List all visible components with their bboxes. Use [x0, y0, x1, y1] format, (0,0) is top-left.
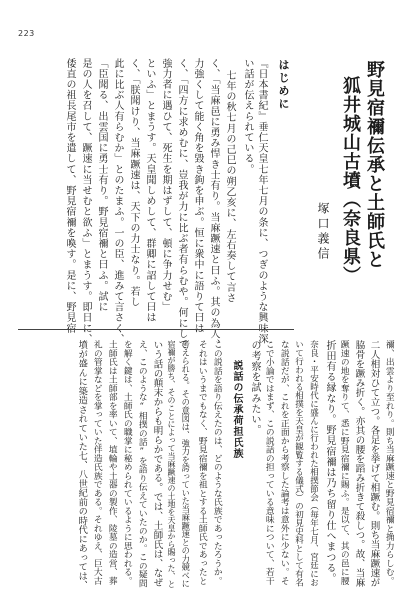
body-line: え、このような“相撲の話”を語り伝えていたのか。この疑問	[136, 340, 147, 588]
body-line: 『日本書紀』垂仁天皇七年七月の条に、つぎのような興味深	[256, 58, 267, 345]
body-line: といふ」とまうす。天皇聞しめして、群卿に詔して曰は	[144, 58, 155, 323]
body-line: く、「当麻邑に勇み悍き士有り。当麻蹶速と曰ふ。其の為人、	[208, 58, 219, 350]
body-line: く、「朕聞けり、当麻蹶速は、天下の力士なり。若し	[128, 58, 139, 308]
body-line: 折田有る縁なり。野見宿禰は乃ち留り仕へまつる。	[324, 340, 335, 584]
section-divider	[18, 329, 294, 330]
body-line: い話が伝えられている。	[242, 58, 253, 175]
body-line: 蹶速の地を奪りて、悉に野見宿禰に賜ふ。是以て、其の邑に腰	[338, 340, 349, 585]
body-line: 墳が盛んに築造されていた七、八世紀前の時代にあっては、	[76, 340, 88, 590]
body-line: な説話だが、これを正面から考察した論考は意外に少ない。そ	[278, 340, 289, 585]
body-line: を解く鍵は、土師氏の職掌に秘められているように思われる。	[121, 340, 132, 585]
body-line: 奈良・平安時代に盛んに行われた相撲節会（毎年七月、宮廷にお	[308, 340, 319, 587]
body-line: 強力者に遇ひて、死生を期はずして、頓に争力せむ」	[160, 58, 171, 313]
body-line: 倭直の祖長尾市を遣して、野見宿禰を喚す。是に、野見宿	[64, 58, 75, 334]
author-name: 塚口義信	[316, 202, 330, 262]
body-line: いて行われる相撲を天皇が観覧する儀式）の初見史料として有名	[293, 340, 304, 587]
body-line: 是の人を召して、蹶速に当せむと欲ふ」とまうす。即日に、	[80, 58, 91, 345]
section-heading-introduction: はじめに	[277, 59, 290, 111]
body-line: 土師氏は土師部を率いて、埴輪や土器の製作、陵墓の造営、葬	[106, 340, 117, 585]
body-line: 礼の管掌などを掌っていた伴造氏族である。それゆえ、巨大古	[91, 340, 102, 585]
body-line: 七年の秋七月の己巳の朔乙亥に、左右奏して言さ	[224, 70, 235, 304]
section-heading-tradition-clan: 説話の伝承荷担氏族	[231, 360, 242, 459]
body-line: 考えられる。その意図は、強力を誇っていた当麻蹶速との力競べに	[181, 340, 192, 588]
body-line: 二人相対ひて立つ。各足を挙げて相蹶む。則ち当麻蹶速が	[368, 340, 380, 587]
body-line: 力強くして能く角を毀き鉤を申ぶ。恒に衆中に語りて曰は	[192, 58, 203, 334]
body-line: いう話の顛末からも明らかである。では、土師氏は、なぜ	[151, 340, 163, 587]
body-line: 「臣聞る、出雲国に勇士有り。野見宿禰と曰ふ。試に	[96, 58, 107, 313]
page-number: 223	[18, 29, 35, 38]
body-line: の考察を試みたい。	[249, 340, 260, 436]
body-line: この説話を語り伝えたのは、どのような氏族であったろうか。	[211, 340, 222, 585]
title-line-1: 野見宿禰伝承と土師氏と	[364, 60, 385, 269]
body-line: 禰、出雲より至れり。則ち当麻蹶速と野見宿禰と捔力らしむ。	[383, 340, 394, 585]
title-line-2: 狐井城山古墳（奈良県）	[340, 76, 361, 285]
body-line: それはいうまでもなく、野見宿禰を祖とする土師氏であったと	[196, 340, 207, 585]
body-line: 脇骨を蹶み折く。亦其の腰を蹈み折きて殺しつ。故、当麻	[353, 340, 365, 587]
body-line: 宿禰が勝ち、そのことによって当麻蹶速の土地を天皇から賜った、と	[167, 340, 176, 588]
body-line: 此に比ぶ人有らむか」とのたまふ。一の臣、進みて言さく、	[112, 58, 123, 345]
body-line: こで小論ではまず、この説話の担っている意味について、若干	[263, 340, 274, 585]
body-line: く、「四方に求めむに、豈我が力に比ぶ者有らむや。何にして	[176, 58, 187, 350]
